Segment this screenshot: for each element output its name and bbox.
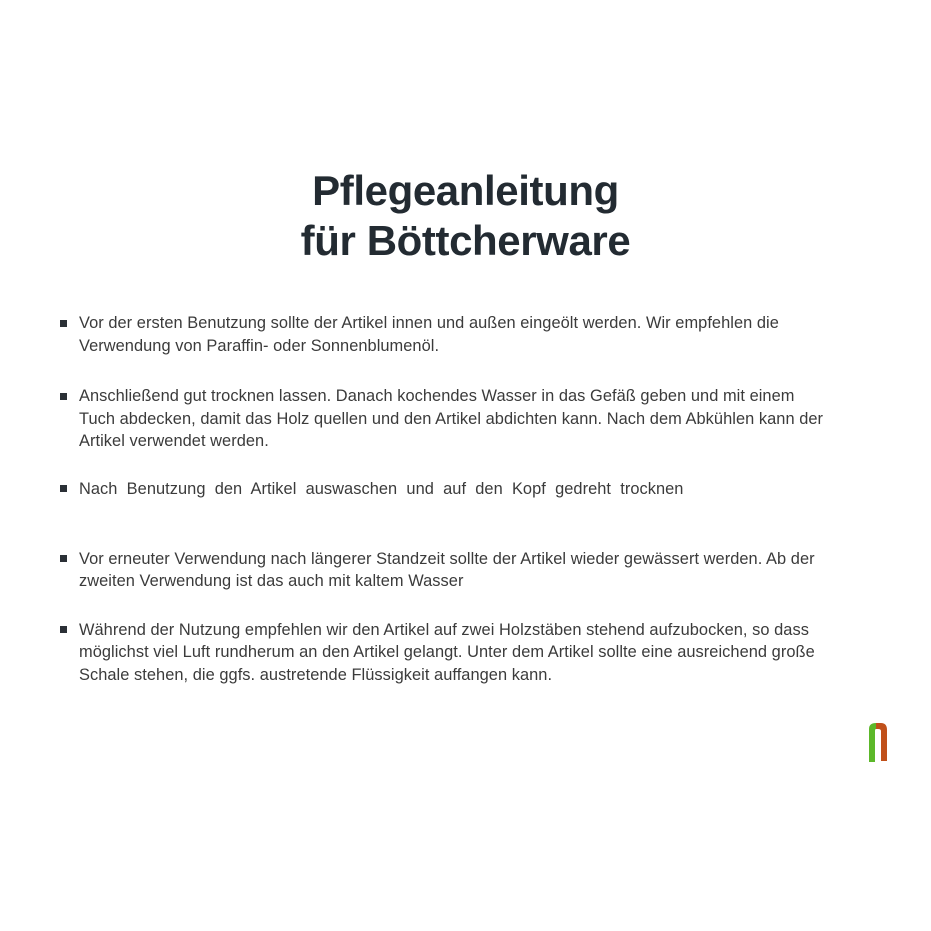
list-item-text: Während der Nutzung empfehlen wir den Artikel auf zwei Holzstäben stehend aufzubocken, so dass möglichst viel Luft rundherum an den Artikel gelangt. Unter dem Artikel sollte eine ausreichend große Schale stehen, die ggfs. austretende Flüssigkeit auffangen kann.	[79, 620, 815, 684]
list-item	[58, 385, 830, 453]
square-bullet-icon	[60, 555, 67, 562]
list-item-text: Nach Benutzung den Artikel auswaschen und auf den Kopf gedreht trocknen	[79, 479, 684, 498]
care-instructions-list	[58, 312, 830, 687]
brand-logo-mark-icon	[866, 720, 892, 764]
square-bullet-icon	[60, 320, 67, 327]
list-item-text: Vor erneuter Verwendung nach längerer Standzeit sollte der Artikel wieder gewässert werden. Ab der zweiten Verwendung ist das auch mit kaltem Wasser	[79, 549, 815, 591]
list-item-text: Vor der ersten Benutzung sollte der Artikel innen und außen eingeölt werden. Wir empfehlen die Verwendung von Paraffin- oder Sonnenblumenöl.	[79, 314, 779, 355]
square-bullet-icon	[60, 393, 67, 400]
list-item-text: Anschließend gut trocknen lassen. Danach kochendes Wasser in das Gefäß geben und mit einem Tuch abdecken, damit das Holz quellen und den Artikel abdichten kann. Nach dem Abkühlen kann der Artikel verwendet werden.	[79, 387, 824, 451]
square-bullet-icon	[60, 485, 67, 492]
square-bullet-icon	[60, 626, 67, 633]
list-item	[58, 478, 830, 501]
list-item	[58, 548, 830, 593]
page-title-line-1: Pflegeanleitung	[312, 167, 619, 214]
page-title-line-2: für Böttcherware	[300, 217, 631, 264]
list-item	[58, 312, 830, 357]
page-title	[0, 166, 931, 266]
list-item	[58, 619, 830, 687]
